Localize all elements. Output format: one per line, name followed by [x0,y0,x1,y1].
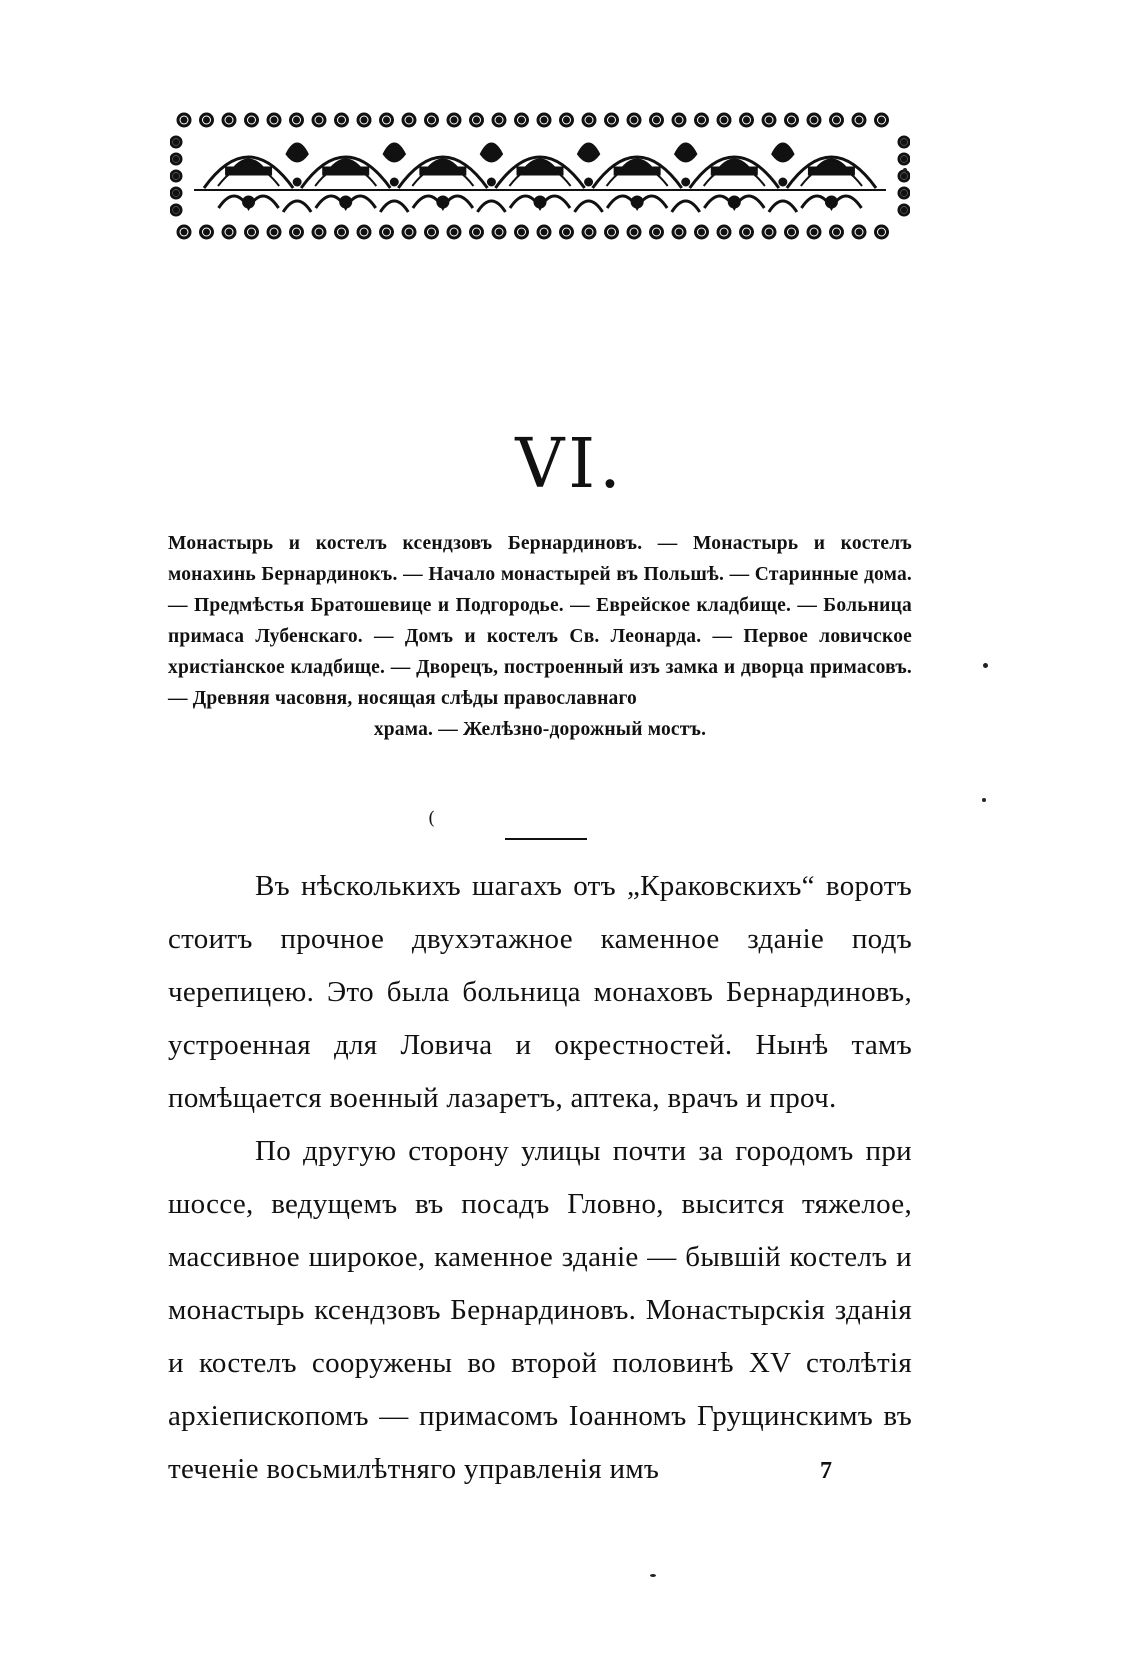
section-divider [505,838,587,840]
stray-mark: ( [428,808,436,829]
body-text [168,860,912,1496]
chapter-summary [168,528,912,745]
paragraph-2: По другую сторону улицы почти за городомъ при шоссе, ведущемъ въ посадъ Гловно, высится тяжелое, массивное широкое, каменное зданіе — бывшій костелъ и монастырь ксендзовъ Бернардиновъ. Монастырскія зданія и костелъ сооружены во второй половинѣ XV столѣтія архіепископомъ — примасомъ Іоанномъ Грущинскимъ въ теченіе восьмилѣтняго управленія имъ [168,1135,912,1485]
ink-speck [983,663,988,668]
summary-text: Монастырь и костелъ ксендзовъ Бернардиновъ. — Монастырь и костелъ монахинь Бернардинокъ. — Начало монастырей въ Польшѣ. — Старинные дома. — Предмѣстья Братошевице и Подгородье. — Еврейское кладбище. — Больница примаса Лубенскаго. — Домъ и костелъ Св. Леонарда. — Первое ловичское христіанское кладбище. — Дворецъ, построенный изъ замка и дворца примасовъ. — Древняя часовня, носящая слѣды православнаго [168,533,912,709]
ink-speck [982,798,986,802]
paragraph-1: Въ нѣсколькихъ шагахъ отъ „Краковскихъ“ воротъ стоитъ прочное двухэтажное каменное зданіе подъ черепицею. Это была больница монаховъ Бернардиновъ, устроенная для Ловича и окрестностей. Нынѣ тамъ помѣщается военный лазаретъ, аптека, врачъ и проч. [168,870,912,1114]
summary-last-line: храма. — Желѣзно-дорожный мостъ. [373,719,707,740]
ink-speck [903,168,907,172]
page-number: 7 [820,1458,832,1484]
ink-speck [650,1574,656,1577]
chapter-number: VI. [515,425,625,504]
ornamental-border-icon [170,112,910,240]
